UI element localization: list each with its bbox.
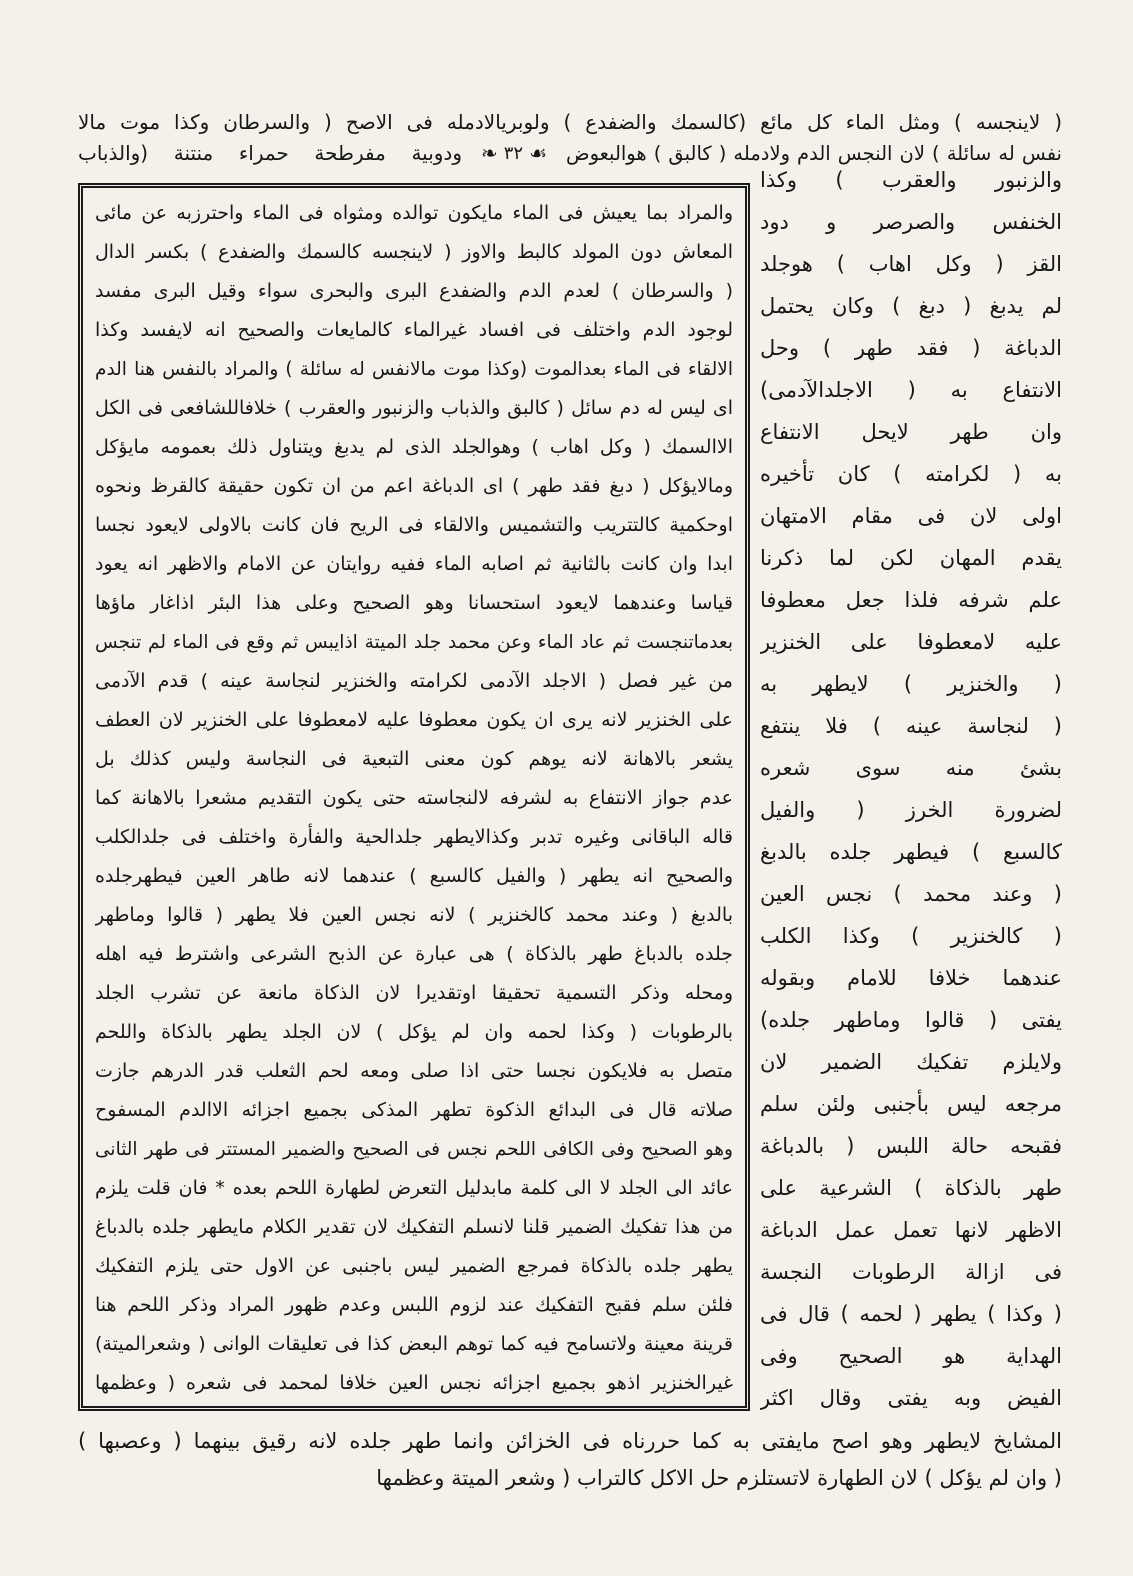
main-text-line: القز ( وكل اهاب ) هوجلد [760, 252, 1062, 276]
main-text-line: الاظهر لانها تعمل عمل الدباغة [760, 1218, 1062, 1242]
main-text-line: ولايلزم تفكيك الضمير لان [760, 1050, 1062, 1074]
main-text-line: الهداية هو الصحيح وفى [760, 1344, 1062, 1368]
main-text-line: ( والخنزير ) لايطهر به [760, 672, 1062, 696]
footer-line: المشايخ لايطهر وهو اصح مايفتى به كما حررناه فى الخزائن وانما طهر جلده لانه رقيق بينهما ( وعصبها ) [78, 1429, 1062, 1453]
main-text-line: ( وكذا ) يطهر ( لحمه ) قال فى [760, 1302, 1062, 1326]
header-line-segment: نفس له سائلة ) لان النجس الدم ولادمله ( كالبق ) هوالبعوض [566, 142, 1062, 165]
main-text-line: علم شرفه فلذا جعل معطوفا [760, 588, 1062, 612]
main-text-line: لم يدبغ ( دبغ ) وكان يحتمل [760, 294, 1062, 318]
commentary-line: عدم جواز الانتفاع به لشرفه لالنجاسته حتى يكون التقديم مشعرا بالاهانة كما [95, 787, 733, 809]
commentary-line: والصحيح انه يطهر ( والفيل كالسبع ) عندهما لانه طاهر العين فيطهرجلده [95, 865, 733, 887]
commentary-line: والمراد بما يعيش فى الماء مايكون توالده ومثواه فى الماء واحترزبه عن مائى [95, 202, 733, 224]
commentary-line: غيرالخنزير اذهو بجميع اجزائه نجس العين خلافا لمحمد فى شعره ( وعظمها [95, 1372, 733, 1394]
main-text-line: الخنفس والصرصر و دود [760, 210, 1062, 234]
commentary-line: من هذا تفكيك الضمير قلنا لانسلم التفكيك لان تقدير الكلام مايطهر جلده بالدباغ [95, 1216, 733, 1238]
commentary-line: الالقاء فى الماء بعدالموت (وكذا موت مالانفس له سائلة ) والمراد بالنفس هنا الدم [95, 359, 733, 380]
main-text-line: فقبحه حالة اللبس ( بالدباغة [760, 1134, 1062, 1158]
commentary-line: قياسا وعندهما لايعود استحسانا وهو الصحيح وعلى هذا البئر اذاغار ماؤها [95, 592, 733, 614]
commentary-line: اى ليس له دم سائل ( كالبق والذباب والزنبور والعقرب ) خلافاللشافعى فى الكل [95, 397, 733, 419]
main-text-line: والزنبور والعقرب ) وكذا [760, 168, 1062, 192]
main-text-line: بشئ منه سوى شعره [760, 756, 1062, 780]
commentary-line: قرينة معينة ولاتسامح فيه كما توهم البعض كذا فى تعليقات الوانى ( وشعرالميتة) [95, 1333, 733, 1355]
floral-ornament-icon [481, 138, 498, 170]
main-text-line: ( كالخنزير ) وكذا الكلب [760, 924, 1062, 948]
main-text-line: اولى لان فى مقام الامتهان [760, 504, 1062, 528]
commentary-line: فلئن سلم فقبح التفكيك عند لزوم اللبس وعدم ظهور المراد وذكر اللحم هنا [95, 1294, 733, 1316]
main-text-line: عليه لامعطوفا على الخنزير [760, 630, 1062, 654]
commentary-box [78, 183, 750, 1411]
main-text-line: فى ازالة الرطوبات النجسة [760, 1260, 1062, 1284]
main-text-line: لضرورة الخرز ( والفيل [760, 798, 1062, 822]
main-text-line: مرجعه ليس بأجنبى ولئن سلم [760, 1092, 1062, 1116]
page-footer [78, 1423, 1062, 1497]
header-line-segment: ودوبية مفرطحة حمراء منتنة (والذباب [78, 141, 462, 165]
main-text-line: عندهما خلافا للامام وبقوله [760, 966, 1062, 990]
main-text-line: كالسبع ) فيطهر جلده بالدبغ [760, 840, 1062, 864]
commentary-line: ( والسرطان ) لعدم الدم والضفدع البرى والبحرى سواء وقيل البرى مفسد [95, 280, 733, 302]
commentary-line: لوجود الدم واختلف فى افساد غيرالماء كالمايعات والصحيح انه لايفسد وكذا [95, 319, 733, 341]
floral-ornament-icon [529, 138, 547, 170]
main-text-line: الدباغة ( فقد طهر ) وحل [760, 336, 1062, 360]
commentary-line: وهو الصحيح وفى الكافى اللحم نجس فى الصحيح والضمير المستتر فى طهر الثانى [95, 1139, 733, 1160]
main-text-line: وان طهر لايحل الانتفاع [760, 420, 1062, 444]
page-number-mark [462, 138, 566, 169]
main-text-line: ( لنجاسة عينه ) فلا ينتفع [760, 714, 1062, 738]
commentary-line: جلده بالدباغ طهر بالذكاة ) هى عبارة عن الذبح الشرعى واشترط فيه اهله [95, 943, 733, 965]
commentary-line: قاله الباقانى وغيره تدبر وكذالايطهر جلدالحية والفأرة واختلف فى جلدالكلب [95, 826, 733, 848]
commentary-line: من غير فصل ( الاجلد الآدمى لكرامته والخنزير لنجاسة عينه ) قدم الآدمى [95, 670, 733, 692]
main-text-line: طهر بالذكاة ) الشرعية على [760, 1176, 1062, 1200]
commentary-line: متصل به فلايكون نجسا حتى اذا صلى ومعه لحم الثعلب قدر الدرهم جازت [95, 1060, 733, 1082]
commentary-line: عائد الى الجلد لا الى كلمة مابدليل التعرض لطهارة اللحم بعده * فان قلت يلزم [95, 1177, 733, 1199]
commentary-line: صلاته قال فى البدائع الذكوة تطهر المذكى بجميع اجزائه الاالدم المسفوح [95, 1099, 733, 1121]
main-text-line: الانتفاع به ( الاجلدالآدمى) [760, 378, 1062, 402]
commentary-line: المعاش دون المولد كالبط والاوز ( لاينجسه كالسمك والضفدع ) بكسر الدال [95, 241, 733, 263]
main-text-line: يفتى ( قالوا وماطهر جلده) [760, 1008, 1062, 1032]
commentary-line: الاالسمك ( وكل اهاب ) وهوالجلد الذى لم يدبغ ويتناول ذلك بعمومه مايؤكل [95, 436, 733, 458]
commentary-line: على الخنزير لانه يرى ان يكون معطوفا عليه لامعطوفا على الخنزير لان العطف [95, 709, 733, 731]
commentary-line: اوحكمية كالتتريب والتشميس والالقاء فى الريح فان كانت بالاولى لايعود نجسا [95, 514, 733, 536]
commentary-line: ابدا وان كانت بالثانية ثم اصابه الماء ففيه روايتان عن الامام والاظهر انه يعود [95, 553, 733, 575]
commentary-line: يطهر جلده بالذكاة فمرجع الضمير ليس باجنبى عن الاول حتى يلزم التفكيك [95, 1255, 733, 1277]
header-line: ( لاينجسه ) ومثل الماء كل مائع (كالسمك والضفدع ) ولوبريالادمله فى الاصح ( والسرطان وكذا موت مالا [78, 110, 1062, 134]
main-text-line: به ( لكرامته ) كان تأخيره [760, 462, 1062, 486]
commentary-line: بعدماتنجست ثم عاد الماء وعن محمد جلد الميتة اذايبس ثم وقع فى الماء لم تنجس [95, 632, 733, 653]
page-number: ٣٢ [503, 143, 524, 164]
commentary-line: ومحله وذكر التسمية تحقيقا اوتقديرا لان الذكاة مانعة عن تشرب الجلد [95, 982, 733, 1004]
commentary-line: يشعر بالاهانة لانه يوهم كون معنى التبعية فى النجاسة وليس كذلك بل [95, 748, 733, 770]
commentary-line: بالدبغ ( وعند محمد كالخنزير ) لانه نجس العين فلا يطهر ( قالوا وماطهر [95, 904, 733, 926]
main-text-line: ( وعند محمد ) نجس العين [760, 882, 1062, 906]
commentary-line: بالرطوبات ( وكذا لحمه وان لم يؤكل ) لان الجلد يطهر بالذكاة واللحم [95, 1021, 733, 1043]
footer-line: ( وان لم يؤكل ) لان الطهارة لاتستلزم حل الاكل كالتراب ( وشعر الميتة وعظمها [376, 1466, 1062, 1490]
main-text-line: يقدم المهان لكن لما ذكرنا [760, 546, 1062, 570]
commentary-line: ومالايؤكل ( دبغ فقد طهر ) اى الدباغة اعم من ان تكون حقيقة كالقرظ ونحوه [95, 475, 733, 497]
main-text-line: الفيض وبه يفتى وقال اكثر [760, 1386, 1062, 1410]
main-text-column [760, 159, 1062, 1419]
